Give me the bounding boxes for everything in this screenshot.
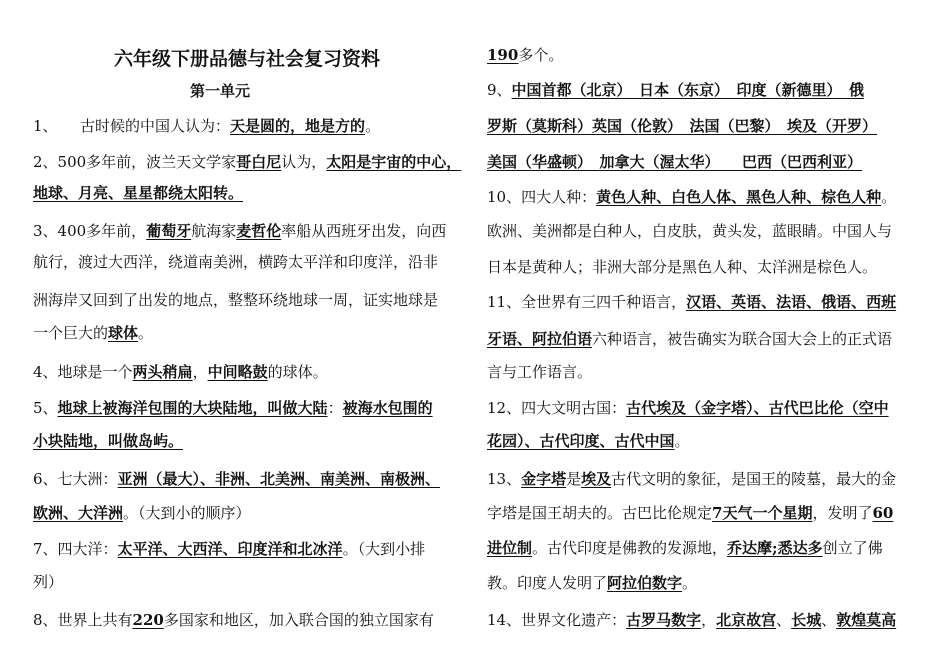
text-run: 古代文明的象征，是国王的陵墓，最大的金 <box>611 470 897 488</box>
key-term: 天是圆的，地是方的 <box>230 117 366 135</box>
text-run: 字塔是国王胡夫的。古巴比伦规定 <box>487 504 713 522</box>
text-run: 9、 <box>487 81 512 99</box>
key-term: 北京故宫 <box>716 611 777 629</box>
text-run: 。（大到小排 <box>342 540 426 558</box>
text-run: 1、 古时候的中国人认为： <box>33 117 231 135</box>
key-term: 罗斯（莫斯科）英国（伦敦） 法国（巴黎） 埃及（开罗） <box>487 117 878 135</box>
text-run: ： <box>327 399 343 417</box>
key-term: 进位制 <box>487 539 533 557</box>
key-term: 长城 <box>791 611 822 629</box>
text-run: 洲海岸又回到了出发的地点，整整环绕地球一周，证实地球是 <box>33 291 439 309</box>
text-line <box>487 45 563 65</box>
text-line <box>487 469 896 489</box>
text-run: 。 <box>674 432 690 450</box>
text-run: 多个。 <box>518 46 564 64</box>
text-line <box>487 257 877 277</box>
key-term: 葡萄牙 <box>146 222 192 240</box>
text-run: 12、四大文明古国： <box>487 399 627 417</box>
text-line <box>33 503 251 523</box>
text-run: 5、 <box>33 399 58 417</box>
text-line <box>33 572 63 592</box>
text-run: 3、400多年前， <box>33 222 147 240</box>
text-line <box>33 152 461 172</box>
text-line <box>487 398 889 418</box>
text-run: 言与工作语言。 <box>487 363 593 381</box>
key-term: 球体 <box>108 324 139 342</box>
text-run: 11、全世界有三四千种语言， <box>487 293 687 311</box>
text-line <box>487 503 893 523</box>
text-line <box>33 362 328 382</box>
key-term: 花园）、古代印度、古代中国 <box>487 432 675 450</box>
text-run: 7、四大洋： <box>33 540 118 558</box>
text-run: 一个巨大的 <box>33 324 109 342</box>
text-run: ，发明了 <box>812 504 873 522</box>
text-run: 认为， <box>281 153 327 171</box>
key-term: 太平洋、大西洋、印度洋和北冰洋 <box>117 540 343 558</box>
text-line <box>487 187 896 207</box>
key-term: 中国首都（北京） 日本（东京） 印度（新德里） 俄 <box>511 81 865 99</box>
text-line <box>33 610 434 630</box>
key-term: 汉语、英语、法语、俄语、西班 <box>686 293 897 311</box>
text-run: 。 <box>138 324 154 342</box>
text-line <box>33 252 438 272</box>
key-term: 美国（华盛顿） 加拿大（渥太华） 巴西（巴西利亚） <box>487 153 863 171</box>
text-run: 、 <box>776 611 792 629</box>
text-line <box>33 539 425 559</box>
text-run: 2、500多年前，波兰天文学家 <box>33 153 237 171</box>
text-run: 。 <box>881 188 897 206</box>
text-run: 。 <box>365 117 381 135</box>
text-line <box>487 573 697 593</box>
key-term: 麦哲伦 <box>236 222 282 240</box>
text-run: 。 <box>682 574 698 592</box>
key-term: 两头稍扁 <box>132 363 193 381</box>
key-term: 亚洲（最大）、非洲、北美洲、南美洲、南极洲、 <box>117 470 441 488</box>
text-run: 列） <box>33 573 64 591</box>
text-run: 创立了佛 <box>822 539 883 557</box>
key-term: 7天气一个星期 <box>712 504 813 522</box>
text-run: 。（大到小的顺序） <box>123 504 251 522</box>
text-line <box>487 116 877 136</box>
text-run: 率船从西班牙出发，向西 <box>281 222 447 240</box>
text-line <box>487 329 892 349</box>
text-run: ， <box>701 611 717 629</box>
text-run: 14、世界文化遗产： <box>487 611 627 629</box>
unit-heading: 第一单元 <box>190 82 251 100</box>
key-term: 牙语、阿拉伯语 <box>487 330 593 348</box>
key-term: 金字塔 <box>521 470 567 488</box>
text-run: 欧洲、美洲都是白种人，白皮肤，黄头发，蓝眼睛。中国人与 <box>487 222 893 240</box>
text-run: 教。印度人发明了 <box>487 574 608 592</box>
key-term: 地球上被海洋包围的大块陆地，叫做大陆 <box>57 399 328 417</box>
text-run: 、 <box>821 611 837 629</box>
text-line <box>487 610 896 630</box>
text-run: 是 <box>566 470 582 488</box>
key-term: 被海水包围的 <box>342 399 433 417</box>
key-term: 哥白尼 <box>236 153 282 171</box>
key-term: 190 <box>487 46 519 64</box>
key-term: 敦煌莫高 <box>836 611 897 629</box>
text-run: 6、七大洲： <box>33 470 118 488</box>
key-term: 地球、月亮、星星都绕太阳转。 <box>33 184 244 202</box>
key-term: 太阳是宇宙的中心， <box>326 153 462 171</box>
key-term: 欧洲、大洋洲 <box>33 504 124 522</box>
document-title: 六年级下册品德与社会复习资料 <box>114 48 381 70</box>
text-line <box>33 431 183 451</box>
text-line <box>33 221 446 241</box>
key-term: 乔达摩;悉达多 <box>727 539 823 557</box>
text-run: 航海家 <box>191 222 237 240</box>
key-term: 古代埃及（金字塔）、古代巴比伦（空中 <box>626 399 889 417</box>
text-line <box>487 431 690 451</box>
text-line <box>33 323 153 343</box>
text-run: 日本是黄种人；非洲大部分是黑色人种、太洋洲是棕色人。 <box>487 258 878 276</box>
key-term: 古罗马数字 <box>626 611 702 629</box>
text-line <box>487 80 864 100</box>
text-line <box>33 469 440 489</box>
text-line <box>33 116 380 136</box>
text-line <box>487 292 896 312</box>
text-run: 。古代印度是佛教的发源地， <box>532 539 728 557</box>
text-line <box>33 183 243 203</box>
text-run: 4、地球是一个 <box>33 363 133 381</box>
text-line <box>487 362 592 382</box>
key-term: 黄色人种、白色人体、黑色人种、棕色人种 <box>596 188 882 206</box>
key-term: 中间略鼓 <box>207 363 268 381</box>
text-run: 航行，渡过大西洋，绕道南美洲，横跨太平洋和印度洋，沿非 <box>33 253 439 271</box>
text-run: 8、世界上共有 <box>33 611 133 629</box>
key-term: 60 <box>872 504 894 522</box>
key-term: 阿拉伯数字 <box>607 574 683 592</box>
text-line <box>33 398 433 418</box>
text-line <box>487 221 892 241</box>
text-line <box>487 538 883 558</box>
key-term: 小块陆地，叫做岛屿。 <box>33 432 184 450</box>
text-run: 的球体。 <box>267 363 328 381</box>
text-line <box>487 152 862 172</box>
text-line <box>33 290 438 310</box>
key-term: 220 <box>132 611 164 629</box>
text-run: 10、四大人种： <box>487 188 597 206</box>
text-run: 六种语言，被告确实为联合国大会上的正式语 <box>592 330 893 348</box>
text-run: 多国家和地区，加入联合国的独立国家有 <box>163 611 434 629</box>
text-run: 13、 <box>487 470 522 488</box>
text-run: ， <box>192 363 208 381</box>
key-term: 埃及 <box>581 470 612 488</box>
